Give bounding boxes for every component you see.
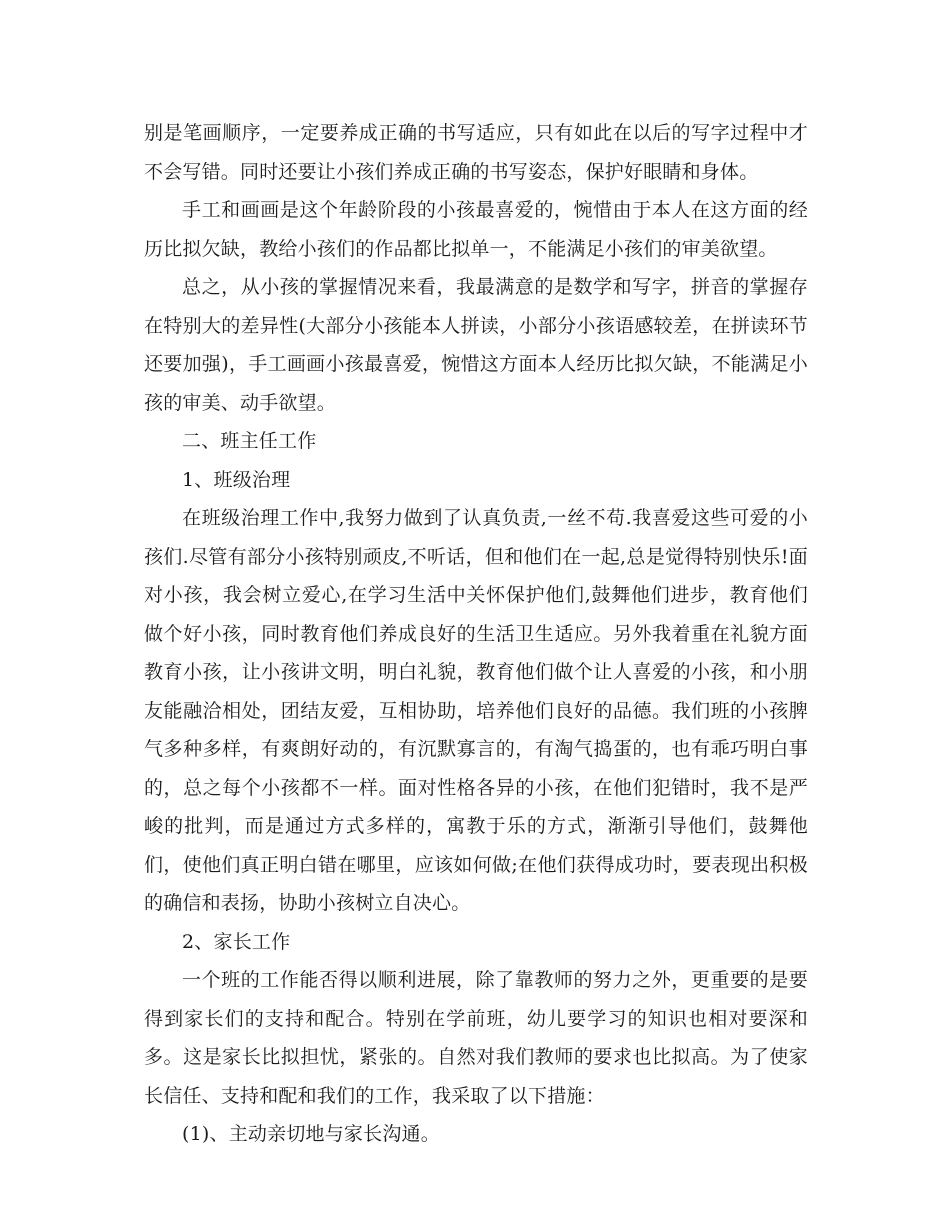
document-body xyxy=(144,114,808,1154)
paragraph-summary: 总之，从小孩的掌握情况来看，我最满意的是数学和写字，拼音的掌握存在特别大的差异性(大部分小孩能本人拼读，小部分小孩语感较差，在拼读环节还要加强)，手工画画小孩最喜爱，惋惜这方面本人经历比拟欠缺，不能满足小孩的审美、动手欲望。 xyxy=(144,276,808,414)
paragraph-class-management: 在班级治理工作中,我努力做到了认真负责,一丝不苟.我喜爱这些可爱的小孩们.尽管有部分小孩特别顽皮,不听话，但和他们在一起,总是觉得特别快乐!面对小孩，我会树立爱心,在学习生活中关怀保护他们,鼓舞他们进步，教育他们做个好小孩，同时教育他们养成良好的生活卫生适应。另外我着重在礼貌方面教育小孩，让小孩讲文明，明白礼貌，教育他们做个让人喜爱的小孩，和小朋友能融洽相处，团结友爱，互相协助，培养他们良好的品德。我们班的小孩脾气多种多样，有爽朗好动的，有沉默寡言的，有淘气捣蛋的，也有乖巧明白事的，总之每个小孩都不一样。面对性格各异的小孩，在他们犯错时，我不是严峻的批判，而是通过方式多样的，寓教于乐的方式，渐渐引导他们，鼓舞他们，使他们真正明白错在哪里，应该如何做;在他们获得成功时，要表现出积极的确信和表扬，协助小孩树立自决心。 xyxy=(144,507,808,914)
list-item-communication: (1)、主动亲切地与家长沟通。 xyxy=(182,1123,440,1145)
paragraph-stroke-order: 别是笔画顺序，一定要养成正确的书写适应，只有如此在以后的写字过程中才不会写错。同时还要让小孩们养成正确的书写姿态，保护好眼睛和身体。 xyxy=(144,122,808,183)
subsection-heading-parent-work: 2、家长工作 xyxy=(182,930,291,953)
paragraph-parent-work: 一个班的工作能否得以顺利进展，除了靠教师的努力之外，更重要的是要得到家长们的支持和配合。特别在学前班，幼儿要学习的知识也相对要深和多。这是家长比拟担忧，紧张的。自然对我们教师的要求也比拟高。为了使家长信任、支持和配和我们的工作，我采取了以下措施： xyxy=(144,969,808,1107)
section-heading-head-teacher: 二、班主任工作 xyxy=(182,430,317,452)
subsection-heading-class-management: 1、班级治理 xyxy=(182,468,291,491)
paragraph-handcraft: 手工和画画是这个年龄阶段的小孩最喜爱的，惋惜由于本人在这方面的经历比拟欠缺，教给小孩们的作品都比拟单一，不能满足小孩们的审美欲望。 xyxy=(144,199,808,260)
